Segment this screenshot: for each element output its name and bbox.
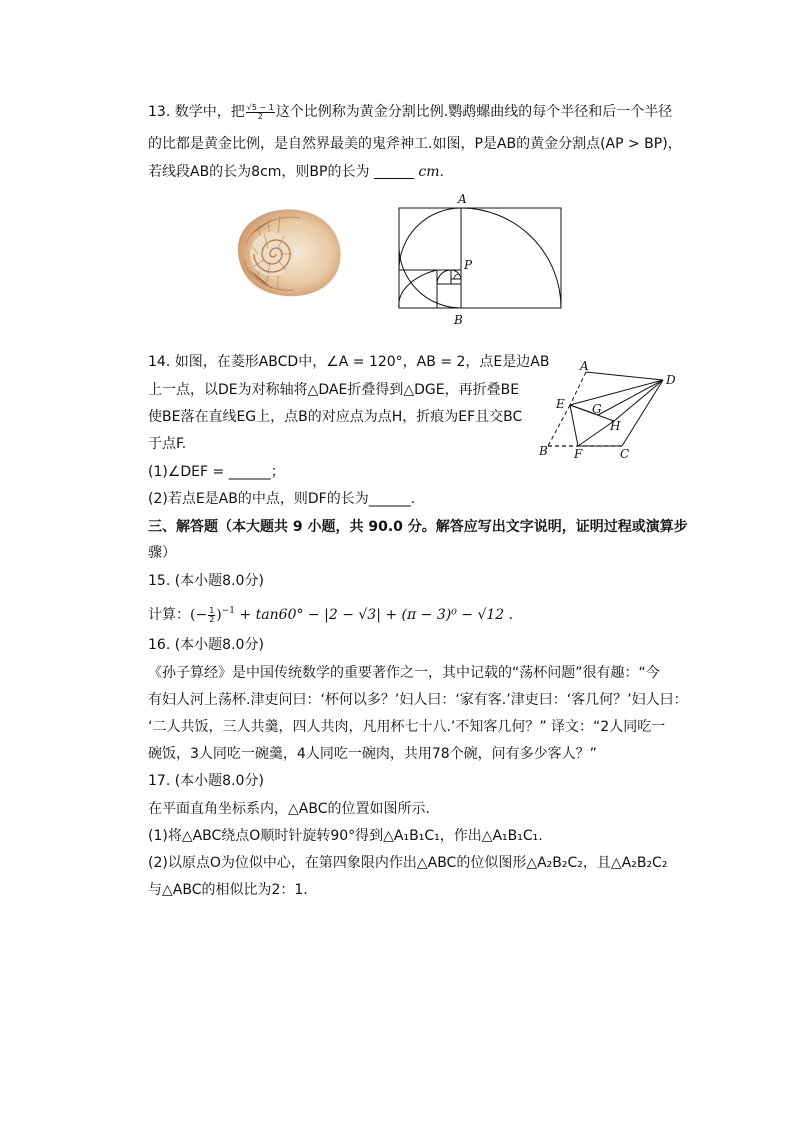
calc-prefix: 计算： xyxy=(148,607,190,623)
label-H: H xyxy=(610,419,621,433)
q13-line-2: 的比都是黄金比例，是自然界最美的鬼斧神工.如图，P是AB的黄金分割点(AP > BP)， xyxy=(148,136,682,152)
q17-line-1: 在平面直角坐标系内，△ABC的位置如图所示. xyxy=(148,801,430,817)
q14-part-2: (2)若点E是AB的中点，则DF的长为______. xyxy=(148,491,416,507)
outer-rectangle xyxy=(399,208,561,308)
label-A: A xyxy=(458,192,467,206)
q13-unit: cm. xyxy=(418,164,444,180)
calc-expression: + tan60° − |2 − √3| + (π − 3)⁰ − √12 . xyxy=(239,607,514,623)
q14-line-3: 使BE落在直线EG上，点B的对应点为点H，折痕为EF且交BC xyxy=(148,409,523,425)
label-G: G xyxy=(592,402,602,416)
golden-spiral-figure xyxy=(396,192,566,336)
q13-text-a: 13. 数学中，把 xyxy=(148,104,245,120)
label-A: A xyxy=(580,359,589,373)
neg-half-fraction: $\frac{1}{2}$ xyxy=(209,605,215,624)
rhombus-fold-figure xyxy=(534,358,684,466)
fraction-denominator: 2 xyxy=(257,111,263,121)
q14-line-1: 14. 如图，在菱形ABCD中，∠A = 120°，AB = 2，点E是边AB xyxy=(148,354,550,370)
fraction-numerator: √5 − 1 xyxy=(246,102,274,112)
q13-line-1 xyxy=(148,102,672,122)
section-3-heading: 三、解答题（本大题共 9 小题，共 90.0 分。解答应写出文字说明，证明过程或演算步 xyxy=(148,519,688,535)
q16-line-1: 《孙子算经》是中国传统数学的重要著作之一，其中记载的“荡杯问题”很有趣：“今 xyxy=(148,665,660,681)
q13-line-3 xyxy=(148,162,444,182)
q16-header: 16. (本小题8.0分) xyxy=(148,637,264,653)
q16-line-4: 碗饭，3人同吃一碗羹，4人同吃一碗肉，共用78个碗，问有多少客人？” xyxy=(148,746,597,762)
nautilus-shell-image xyxy=(228,204,348,304)
q17-line-4: 与△ABC的相似比为2：1. xyxy=(148,882,308,898)
label-D: D xyxy=(666,373,676,387)
q13-text-b: 这个比例称为黄金分割比例.鹦鹉螺曲线的每个半径和后一个半径 xyxy=(275,104,673,120)
golden-ratio-fraction xyxy=(246,104,275,121)
q14-part-1: (1)∠DEF = ______； xyxy=(148,464,285,480)
q17-line-2: (1)将△ABC绕点O顺时针旋转90°得到△A₁B₁C₁，作出△A₁B₁C₁. xyxy=(148,828,543,844)
q15-calc: 计算：(− $\frac{1}{2}$ )$^{-1}$ + tan60° − |2 − √3| + (π − 3)⁰ − √12 . xyxy=(148,605,514,624)
q14-line-4: 于点F. xyxy=(148,436,187,452)
label-E: E xyxy=(556,397,565,411)
label-C: C xyxy=(620,447,630,461)
label-B: B xyxy=(454,313,463,327)
section-3-heading-cont: 骤） xyxy=(148,545,176,561)
q17-header: 17. (本小题8.0分) xyxy=(148,773,264,789)
q17-line-3: (2)以原点O为位似中心，在第四象限内作出△ABC的位似图形△A₂B₂C₂，且△A₂B₂C₂ xyxy=(148,855,668,871)
q15-header: 15. (本小题8.0分) xyxy=(148,573,264,589)
q14-line-2: 上一点，以DE为对称轴将△DAE折叠得到△DGE，再折叠BE xyxy=(148,382,520,398)
q13-text-c: 若线段AB的长为8cm，则BP的长为 xyxy=(148,164,370,180)
q16-line-3: ‘二人共饭，三人共羹，四人共肉，凡用杯七十八.’不知客几何？” 译文：“2人同吃一 xyxy=(148,719,666,735)
answer-blank[interactable] xyxy=(374,164,414,179)
label-F: F xyxy=(574,447,583,461)
q16-line-2: 有妇人河上荡杯.津吏问曰：‘杯何以多？’妇人曰：‘家有客.’津吏曰：‘客几何？’妇人曰： xyxy=(148,692,688,708)
label-P: P xyxy=(464,258,473,272)
label-B: B xyxy=(539,444,548,458)
